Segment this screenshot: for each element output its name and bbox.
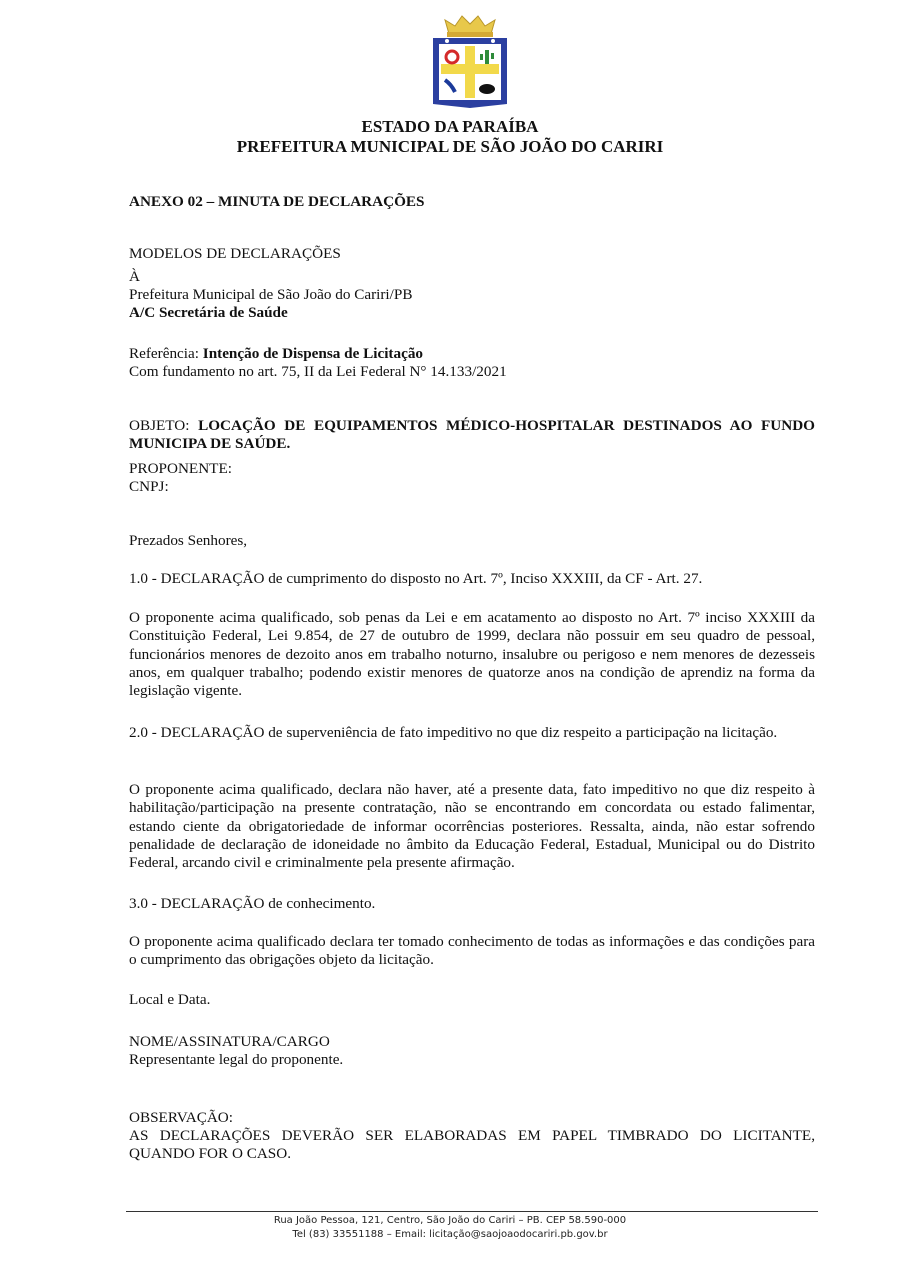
declaration-3-heading: 3.0 - DECLARAÇÃO de conhecimento. [129, 895, 376, 913]
proponent-block [129, 460, 815, 496]
greeting: Prezados Senhores, [129, 532, 248, 550]
addressee-to: À [129, 268, 140, 285]
object-label: OBJETO: [129, 417, 199, 435]
addressee-block [129, 268, 815, 323]
declaration-2-heading: 2.0 - DECLARAÇÃO de superveniência de fato impeditivo no que diz respeito a participação na licitação. [129, 724, 778, 742]
declaration-1-heading: 1.0 - DECLARAÇÃO de cumprimento do disposto no Art. 7º, Inciso XXXIII, da CF - Art. 27. [129, 570, 703, 588]
cnpj-label: CNPJ: [129, 478, 169, 496]
reference-legal-basis: Com fundamento no art. 75, II da Lei Federal N° 14.133/2021 [129, 363, 507, 381]
addressee-entity: Prefeitura Municipal de São João do Cariri/PB [129, 286, 413, 304]
observation-block [129, 1109, 815, 1164]
addressee-attention: A/C Secretária de Saúde [129, 304, 288, 322]
coat-of-arms-icon [425, 12, 515, 112]
signature-role: Representante legal do proponente. [129, 1051, 344, 1069]
reference-label: Referência: [129, 345, 203, 362]
signature-line: NOME/ASSINATURA/CARGO [129, 1033, 330, 1050]
footer-address: Rua João Pessoa, 121, Centro, São João do Cariri – PB. CEP 58.590-000 [273, 1215, 627, 1226]
observation-label: OBSERVAÇÃO: [129, 1109, 233, 1126]
declaration-3-body: O proponente acima qualificado declara ter tomado conhecimento de todas as informações e das condições para o cumprimento das obrigações objeto da licitação. [129, 933, 815, 969]
proponent-label: PROPONENTE: [129, 460, 232, 477]
annex-title: ANEXO 02 – MINUTA DE DECLARAÇÕES [129, 193, 425, 211]
models-title: MODELOS DE DECLARAÇÕES [129, 245, 341, 263]
declaration-2-body: O proponente acima qualificado, declara não haver, até a presente data, fato impeditivo no que diz respeito à habilitação/participação na presente contratação, não se encontrando em concordata ou estado falimentar, estando ciente da obrigatoriedade de informar ocorrências posteriores. Ressalta, ainda, não estar sofrendo penalidade de declaração de idoneidade no âmbito da Educação Federal, Estadual, Municipal ou do Distrito Federal, arcando civil e criminalmente pela presente afirmação. [129, 781, 815, 871]
signature-block [129, 1033, 815, 1069]
footer-divider [126, 1211, 818, 1212]
place-date: Local e Data. [129, 991, 211, 1009]
object-block [129, 417, 815, 453]
observation-text: AS DECLARAÇÕES DEVERÃO SER ELABORADAS EM PAPEL TIMBRADO DO LICITANTE, QUANDO FOR O CASO. [129, 1127, 815, 1163]
object-value: LOCAÇÃO DE EQUIPAMENTOS MÉDICO-HOSPITALAR DESTINADOS AO FUNDO MUNICIPA DE SAÚDE. [129, 417, 815, 453]
reference-block [129, 345, 815, 381]
declaration-1-body: O proponente acima qualificado, sob penas da Lei e em acatamento ao disposto no Art. 7º inciso XXXIII da Constituição Federal, Lei 9.854, de 27 de outubro de 1999, declara não possuir em seu quadro de pessoal, funcionários menores de dezoito anos em trabalho noturno, insalubre ou perigoso e nem menores de dezesseis anos, em qualquer trabalho; podendo existir menores de quatorze anos na condição de aprendiz na forma da legislação vigente. [129, 609, 815, 699]
state-title: ESTADO DA PARAÍBA [361, 117, 539, 136]
municipality-title: PREFEITURA MUNICIPAL DE SÃO JOÃO DO CARIRI [236, 137, 664, 156]
reference-value: Intenção de Dispensa de Licitação [202, 345, 423, 362]
footer-contact: Tel (83) 33551188 – Email: licitação@saojoaodocariri.pb.gov.br [292, 1229, 608, 1240]
